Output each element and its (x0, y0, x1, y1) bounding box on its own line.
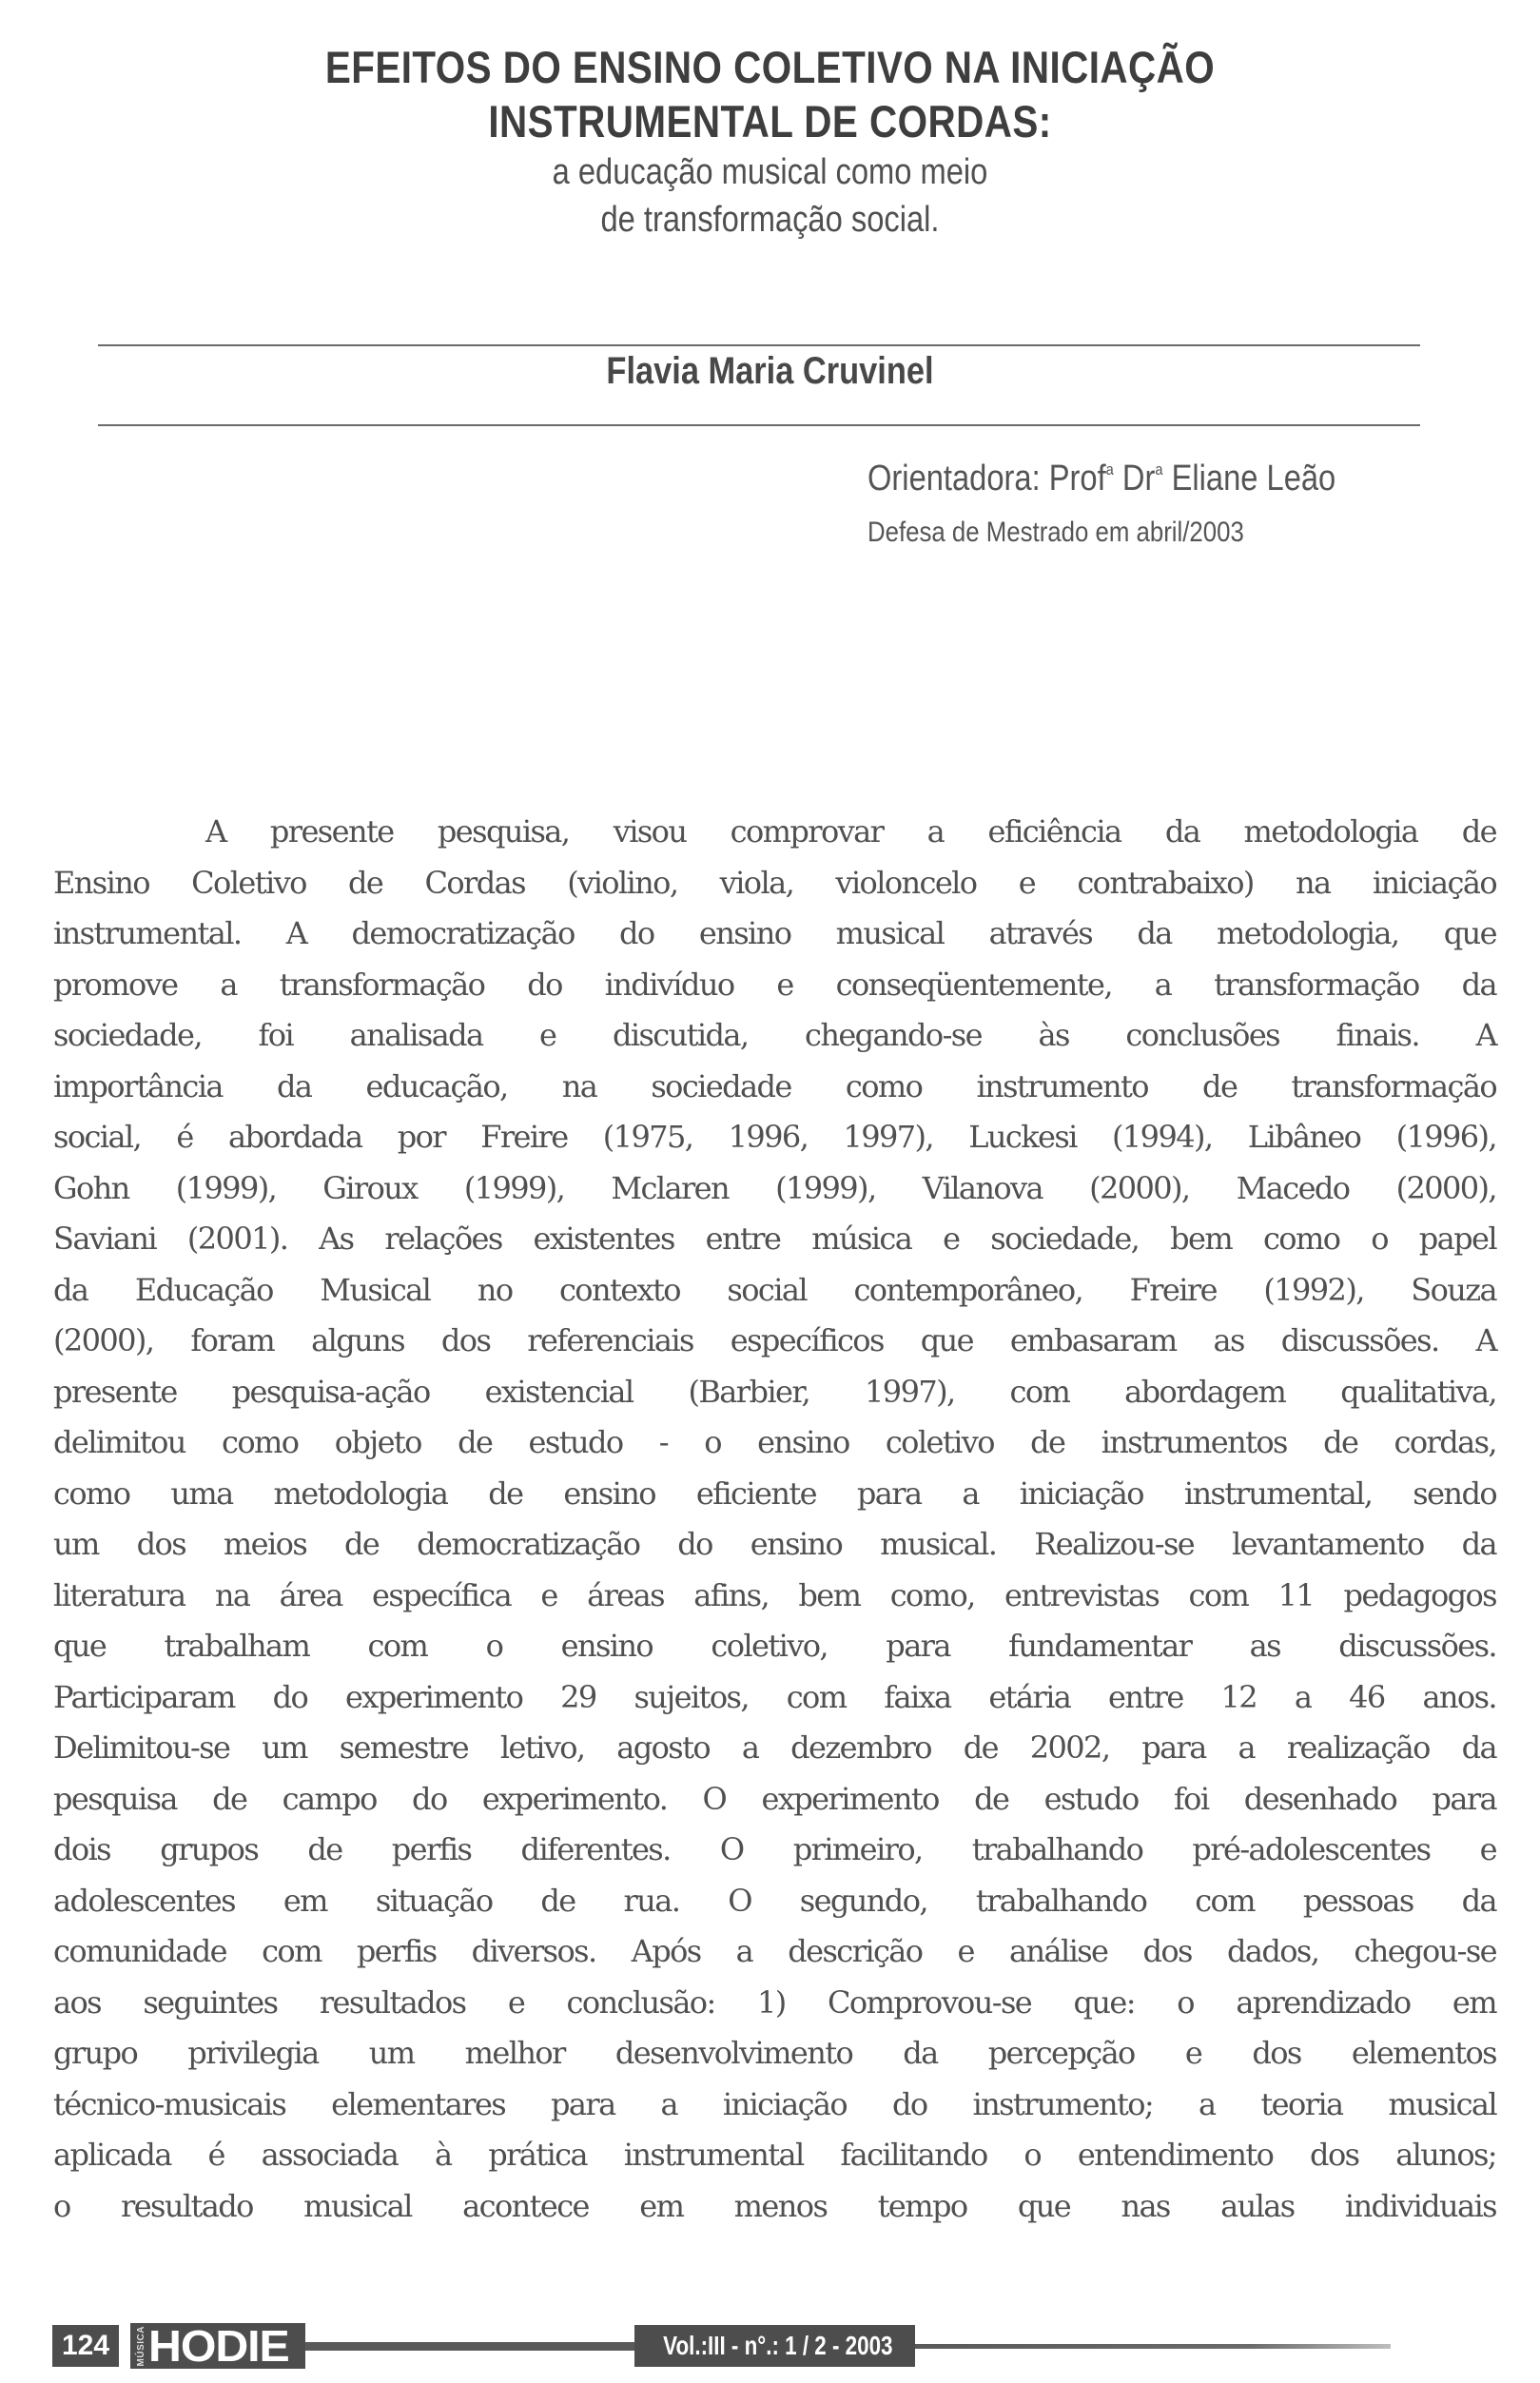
abstract-line: que trabalham com o ensino coletivo, para fundamentar as discussões. (53, 1628, 1496, 1664)
abstract-line: adolescentes em situação de rua. O segundo, trabalhando com pessoas da (53, 1882, 1496, 1919)
abstract-line: grupo privilegia um melhor desenvolvimento da percepção e dos elementos (53, 2035, 1496, 2071)
abstract-body (53, 807, 1496, 2232)
abstract-line: Delimitou-se um semestre letivo, agosto a dezembro de 2002, para a realização da (53, 1729, 1496, 1766)
article-title-line-2: INSTRUMENTAL DE CORDAS: (488, 96, 1052, 146)
abstract-line: instrumental. A democratização do ensino musical através da metodologia, que (53, 915, 1496, 951)
abstract-line: importância da educação, na sociedade como instrumento de transformação (53, 1067, 1496, 1104)
abstract-line: aplicada é associada à prática instrumental facilitando o entendimento dos alunos; (53, 2137, 1496, 2173)
volume-badge (634, 2325, 915, 2367)
abstract-line: como uma metodologia de ensino eficiente para a iniciação instrumental, sendo (53, 1475, 1496, 1512)
abstract-line: aos seguintes resultados e conclusão: 1) Comprovou-se que: o aprendizado em (53, 1983, 1496, 2021)
article-subtitle-line-2: de transformação social. (600, 200, 940, 240)
abstract-line: Gohn (1999), Giroux (1999), Mclaren (1999), Vilanova (2000), Macedo (2000), (53, 1169, 1496, 1206)
advisor-name: Eliane Leão (1162, 459, 1336, 498)
abstract-line: dois grupos de perfis diferentes. O primeiro, trabalhando pré-adolescentes e (53, 1831, 1496, 1867)
journal-logo (130, 2323, 305, 2369)
abstract-line: Participaram do experimento 29 sujeitos, com faixa etária entre 12 a 46 anos. (53, 1678, 1496, 1715)
page-footer (52, 2321, 1536, 2369)
abstract-line: A presente pesquisa, visou comprovar a eficiência da metodologia de (205, 813, 1496, 850)
defense-date: Defesa de Mestrado em abril/2003 (867, 517, 1244, 548)
advisor-line (867, 459, 1335, 499)
advisor-sup-1: a (1105, 460, 1114, 479)
author-rule-bottom (98, 424, 1420, 426)
author-rule-top (98, 344, 1420, 346)
article-title-block (0, 40, 1540, 244)
abstract-line: técnico-musicais elementares para a iniciação do instrumento; a teoria musical (53, 2085, 1496, 2122)
abstract-line: um dos meios de democratização do ensino musical. Realizou-se levantamento da (53, 1526, 1496, 1562)
footer-rule-right (915, 2344, 1391, 2349)
advisor-sup-2: a (1155, 460, 1163, 479)
journal-logo-side-text: MÚSICA (136, 2325, 146, 2367)
volume-text: Vol.:III - n°.: 1 / 2 - 2003 (663, 2331, 893, 2360)
abstract-line: Ensino Coletivo de Cordas (violino, viola, violoncelo e contrabaixo) na iniciação (53, 864, 1496, 901)
abstract-line: Saviani (2001). As relações existentes entre música e sociedade, bem como o papel (53, 1221, 1496, 1257)
abstract-line: presente pesquisa-ação existencial (Barbier, 1997), com abordagem qualitativa, (53, 1373, 1496, 1410)
advisor-title: Dr (1113, 459, 1156, 498)
article-title-line-1: EFEITOS DO ENSINO COLETIVO NA INICIAÇÃO (324, 42, 1216, 92)
abstract-line: (2000), foram alguns dos referenciais específicos que embasaram as discussões. A (53, 1322, 1496, 1358)
author-name: Flavia Maria Cruvinel (606, 350, 934, 392)
abstract-line: pesquisa de campo do experimento. O experimento de estudo foi desenhado para (53, 1780, 1496, 1817)
abstract-line: comunidade com perfis diversos. Após a descrição e análise dos dados, chegou-se (53, 1933, 1496, 1969)
article-subtitle-line-1: a educação musical como meio (552, 152, 988, 192)
abstract-line: delimitou como objeto de estudo - o ensino coletivo de instrumentos de cordas, (53, 1424, 1496, 1460)
abstract-line: da Educação Musical no contexto social contemporâneo, Freire (1992), Souza (53, 1271, 1496, 1308)
abstract-line: promove a transformação do indivíduo e conseqüentemente, a transformação da (53, 966, 1496, 1003)
abstract-line: sociedade, foi analisada e discutida, chegando-se às conclusões finais. A (53, 1017, 1496, 1053)
journal-logo-text: HODIE (148, 2321, 289, 2371)
page-number: 124 (52, 2325, 119, 2367)
abstract-line: social, é abordada por Freire (1975, 1996, 1997), Luckesi (1994), Libâneo (1996), (53, 1119, 1496, 1155)
abstract-line: literatura na área específica e áreas afins, bem como, entrevistas com 11 pedagogos (53, 1576, 1496, 1613)
abstract-line: o resultado musical acontece em menos tempo que nas aulas individuais (53, 2187, 1496, 2224)
advisor-label: Orientadora: Prof (867, 459, 1106, 498)
